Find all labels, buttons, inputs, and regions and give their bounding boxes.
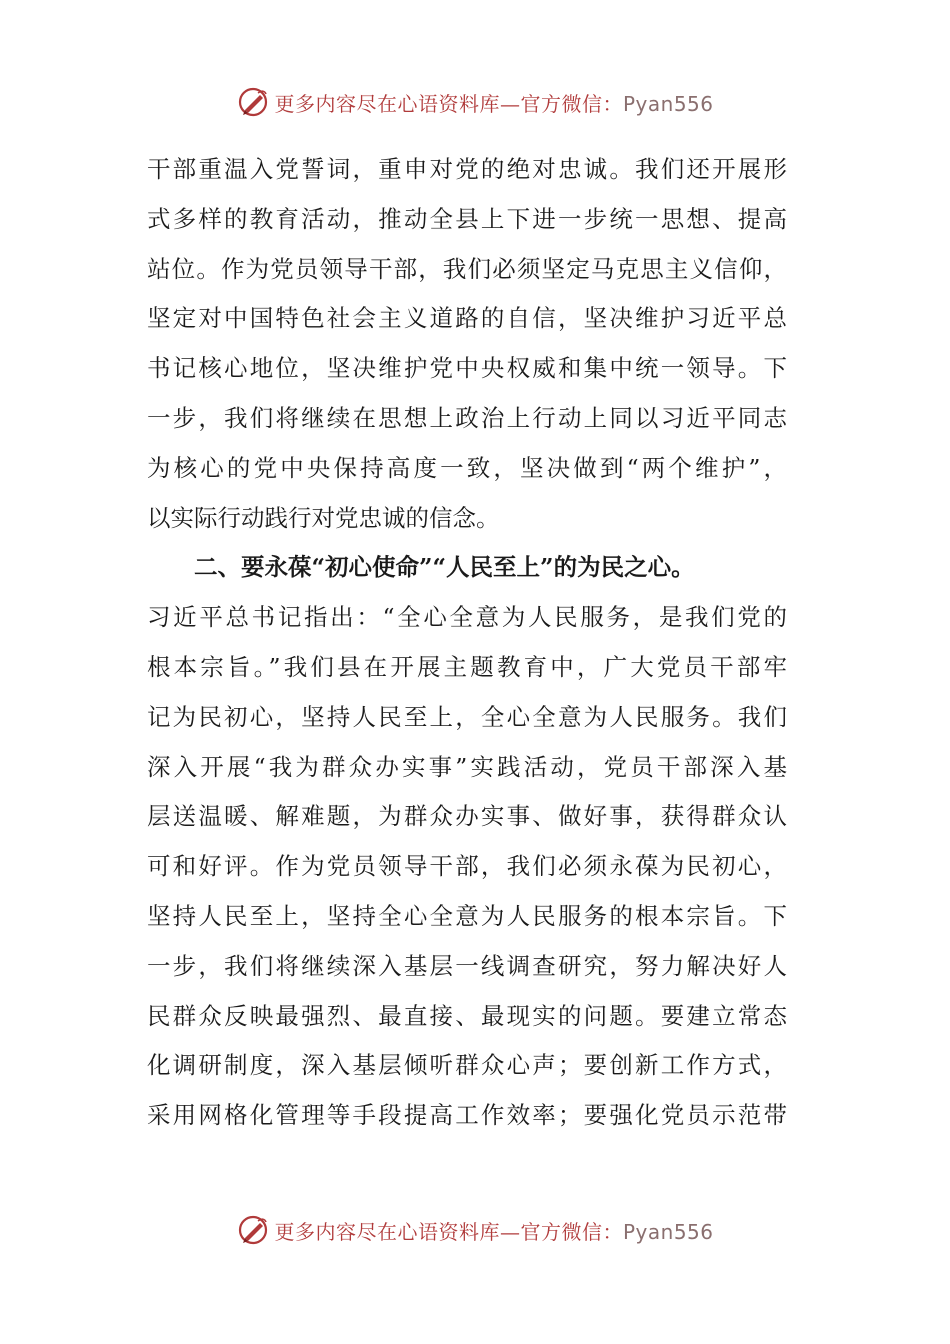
text-line: 根本宗旨。”我们县在开展主题教育中，广大党员干部牢 [147, 652, 787, 681]
text-line: 化调研制度，深入基层倾听群众心声；要创新工作方式， [147, 1051, 787, 1080]
text-line: 为核心的党中央保持高度一致，坚决做到“两个维护”， [147, 453, 787, 482]
pen-logo-icon [236, 85, 270, 119]
banner-text: 更多内容尽在心语资料库—官方微信：Pyan556 [274, 1219, 714, 1244]
text-line: 采用网格化管理等手段提高工作效率；要强化党员示范带 [147, 1101, 787, 1130]
wechat-id: Pyan556 [622, 91, 714, 116]
document-body [147, 145, 787, 1141]
footer-watermark-banner [0, 1208, 950, 1252]
text-line: 坚持人民至上，坚持全心全意为人民服务的根本宗旨。下 [147, 901, 787, 930]
text-line: 站位。作为党员领导干部，我们必须坚定马克思主义信仰， [147, 254, 787, 283]
text-line: 坚定对中国特色社会主义道路的自信，坚决维护习近平总 [147, 304, 787, 333]
text-line: 可和好评。作为党员领导干部，我们必须永葆为民初心， [147, 852, 787, 881]
text-line: 书记核心地位，坚决维护党中央权威和集中统一领导。下 [147, 354, 787, 383]
text-line: 干部重温入党誓词，重申对党的绝对忠诚。我们还开展形 [147, 155, 787, 183]
header-watermark-banner [0, 80, 950, 124]
banner-text: 更多内容尽在心语资料库—官方微信：Pyan556 [274, 91, 714, 116]
text-line: 以实际行动践行对党忠诚的信念。 [147, 503, 500, 532]
pen-logo-icon [236, 1213, 270, 1247]
text-line: 民群众反映最强烈、最直接、最现实的问题。要建立常态 [147, 1001, 787, 1030]
text-line: 深入开展“我为群众办实事”实践活动，党员干部深入基 [147, 752, 787, 781]
text-line: 层送温暖、解难题，为群众办实事、做好事，获得群众认 [147, 802, 787, 831]
wechat-id: Pyan556 [622, 1219, 714, 1244]
text-line: 一步，我们将继续深入基层一线调查研究，努力解决好人 [147, 951, 787, 980]
text-line: 习近平总书记指出：“全心全意为人民服务，是我们党的 [147, 603, 787, 632]
section-heading: 二、要永葆“初心使命”“人民至上”的为民之心。 [194, 553, 695, 582]
text-line: 式多样的教育活动，推动全县上下进一步统一思想、提高 [147, 204, 787, 233]
text-line: 记为民初心，坚持人民至上，全心全意为人民服务。我们 [147, 702, 787, 731]
text-line: 一步，我们将继续在思想上政治上行动上同以习近平同志 [147, 403, 787, 432]
